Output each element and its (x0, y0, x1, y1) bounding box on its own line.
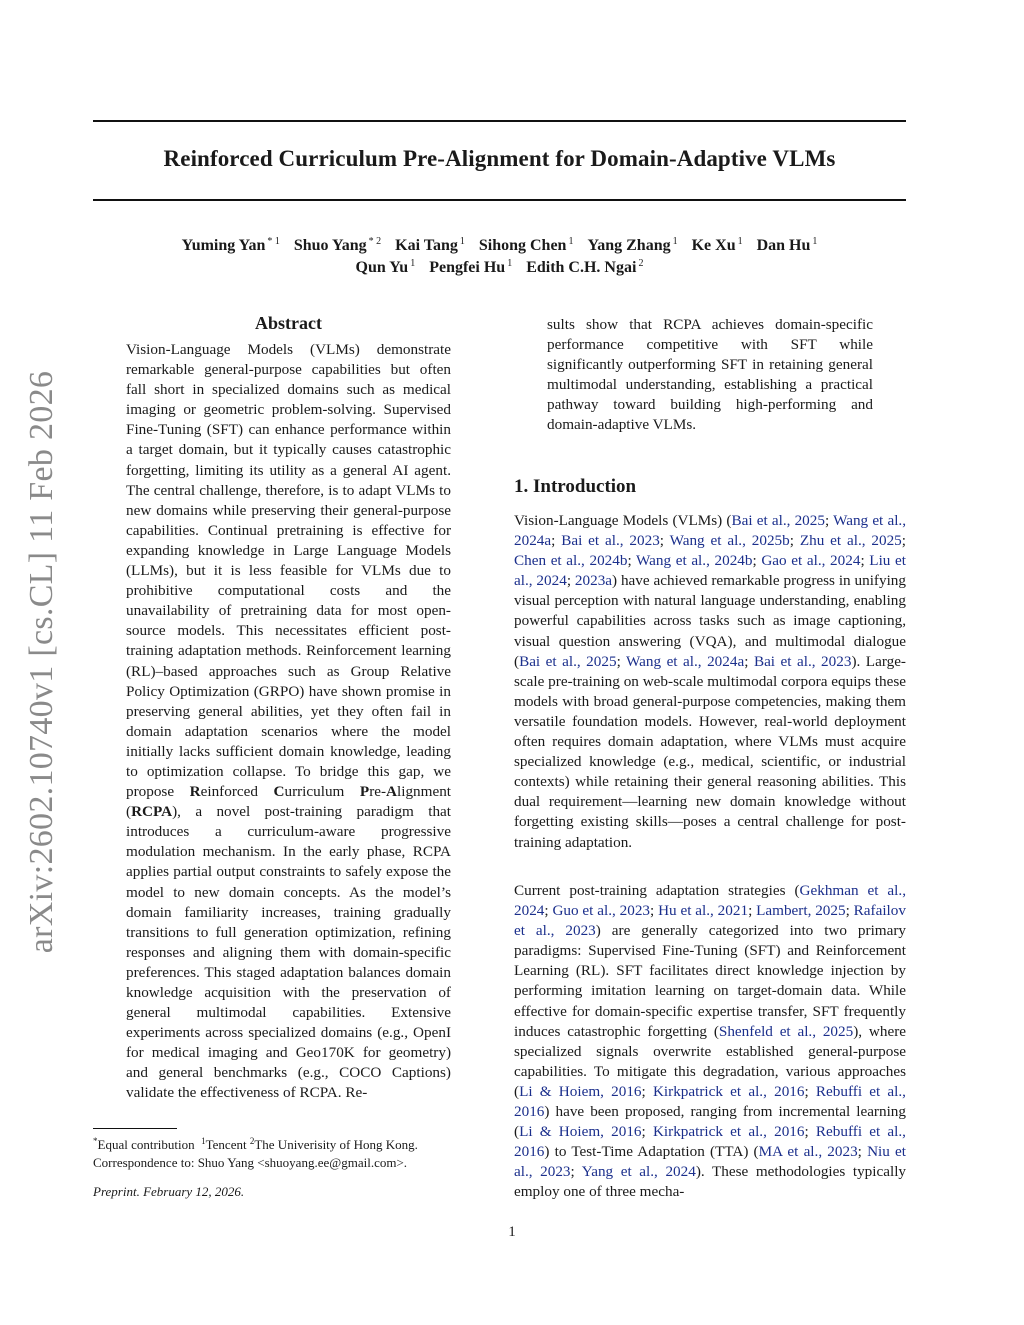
paragraph-text: ; (789, 532, 800, 550)
citation-link[interactable]: Gekhman et al., 2024 (514, 882, 906, 920)
paragraph-text: ; (659, 532, 670, 550)
citation-link[interactable]: Wang et al., 2024a (514, 512, 907, 550)
paragraph-text: ; (748, 902, 757, 920)
citation-link[interactable]: Li & Hoiem, 2016 (519, 1123, 642, 1141)
author-affiliation-mark: 1 (737, 236, 743, 247)
paragraph-text: ; (901, 532, 907, 550)
footnote-rule (93, 1128, 177, 1129)
paragraph-text: ). Large-scale pre-training on web-scale multimodal corpora equips these models with broad general-purpose competencies, making them versatile foundation models. However, real-world deployment often requires domain adaptation, where VLMs must acquire specialized knowledge (e.g., medical, scientific, or industrial contexts) while retaining their general reasoning abilities. This dual requirement—learning new domain knowledge without forgetting existing skills—poses a central challenge for post-training adaptation. (514, 652, 906, 851)
author (526, 259, 643, 276)
citation-link[interactable]: Yang et al., 2024 (581, 1163, 696, 1181)
author (294, 237, 381, 254)
author-list-line1 (93, 236, 906, 255)
author-name: Qun Yu (355, 259, 409, 276)
paragraph-text: ; (627, 552, 637, 570)
abstract-heading: Abstract (255, 313, 322, 333)
author-affiliation-mark: 1 (459, 236, 465, 247)
citation-link[interactable]: Bai et al., 2025 (519, 652, 617, 670)
citation-link[interactable]: Wang et al., 2024b (636, 552, 753, 570)
citation-link[interactable]: Kirkpatrick et al., 2016 (652, 1082, 805, 1100)
citation-link[interactable]: Liu et al., 2024 (514, 552, 906, 590)
paragraph-text: ) have been proposed, ranging from incremental learning ( (514, 1103, 906, 1141)
citation-link[interactable]: Rebuffi et al., 2016 (514, 1123, 906, 1161)
citation-link[interactable]: Niu et al., 2023 (514, 1143, 906, 1181)
author (182, 237, 280, 254)
affiliation-2: The Univerisity of Hong Kong. (254, 1137, 418, 1152)
paragraph-text: ) to Test-Time Adaptation (TTA) ( (544, 1143, 759, 1161)
paragraph-text: ; (752, 552, 762, 570)
citation-link[interactable]: MA et al., 2023 (758, 1143, 858, 1161)
method-name (190, 783, 451, 800)
paragraph-text: Current post-training adaptation strategies ( (514, 882, 800, 899)
citation-link[interactable]: Wang et al., 2025b (669, 532, 790, 550)
paragraph-text: ), where specialized signals overwrite established general-purpose capabilities. To mitigate this degradation, various approaches ( (514, 1022, 906, 1100)
author-name: Edith C.H. Ngai (526, 259, 637, 276)
citation-link[interactable]: Lambert, 2025 (756, 902, 846, 920)
author-name: Kai Tang (395, 237, 458, 254)
arxiv-stamp (14, 372, 70, 952)
paragraph-text: ; (824, 512, 834, 529)
author-affiliation-mark: 1 (568, 236, 574, 247)
author (429, 259, 512, 276)
author-name: Shuo Yang (293, 237, 367, 254)
abstract-continuation: sults show that RCPA achieves domain-specific performance competitive with SFT while significantly outperforming SFT in retaining general multimodal understanding, establishing a practical pathway toward building high-performing and domain-adaptive VLMs. (547, 316, 873, 434)
paragraph-text: ; (804, 1123, 816, 1141)
author-name: Yuming Yan (181, 237, 266, 254)
citation-link[interactable]: Kirkpatrick et al., 2016 (652, 1123, 805, 1141)
abstract-text: Vision-Language Models (VLMs) demonstrate remarkable general-purpose capabilities but often fall short in specialized domains such as medical imaging or geometric problem-solving. Supervised Fine-Tuning (SFT) can enhance performance within a target domain, but it typically causes catastrophic forgetting, limiting its utility as a general AI agent. The central challenge, therefore, is to adapt VLMs to new domains while preserving their general-purpose capabilities. Continual pretraining is effective for expanding knowledge in Large Language Models (LLMs), but it is less feasible for VLMs due to prohibitive computational costs and the unavailability of pretraining data for most open-source models. This necessitates efficient post-training adaptation methods. Reinforcement learning (RL)–based approaches such as Group Relative Policy Optimization (GRPO) have shown promise in preserving general abilities, yet they often fail in domain adaptation scenarios where the model initially lacks sufficient domain knowledge, leading to optimization collapse. To bridge this gap, we propose (126, 341, 451, 801)
acronym-open-paren: ( (126, 803, 132, 821)
author (692, 237, 743, 254)
author (395, 237, 465, 254)
correspondence: Correspondence to: Shuo Yang <shuoyang.ee@gmail.com>. (93, 1155, 408, 1170)
citation-link[interactable]: Li & Hoiem, 2016 (519, 1082, 642, 1100)
citation-link[interactable]: Hu et al., 2021 (658, 902, 749, 920)
page-number: 1 (508, 1224, 516, 1240)
paragraph-text: ; (804, 1082, 816, 1100)
paragraph-text: ; (551, 532, 562, 550)
citation-link[interactable]: Shenfeld et al., 2025 (718, 1022, 854, 1040)
preprint-note: Preprint. February 12, 2026. (93, 1184, 245, 1199)
paragraph-text: ; (845, 902, 854, 920)
author-affiliation-mark: * 1 (267, 236, 280, 247)
author-affiliation-mark: 2 (638, 258, 644, 269)
title-top-rule (93, 120, 906, 122)
affiliation-1: Tencent (205, 1137, 247, 1152)
introduction-paragraph-1 (514, 511, 906, 853)
author-name: Dan Hu (756, 237, 811, 254)
paragraph-text: ; (566, 572, 575, 590)
citation-link[interactable]: Gao et al., 2024 (761, 552, 861, 570)
method-name-rest: einforced (200, 783, 274, 801)
method-name-initial: A (386, 783, 398, 801)
paragraph-text: ) are generally categorized into two primary paradigms: Supervised Fine-Tuning (SFT) and Reinforcement Learning (RL). SFT facilitates direct knowledge injection by performing imitation learning on target-domain data. While effective for domain-specific expertise transfer, SFT frequently induces catastrophic forgetting ( (514, 922, 906, 1040)
abstract-text-after: ), a novel post-training paradigm that introduces a curriculum-aware progressive modulation mechanism. In the early phase, RCPA applies partial output constraints to safely expose the model to new domain concepts. As the model’s domain familiarity increases, training gradually transitions to full generation optimization, refining responses and aligning them with domain-specific preferences. This staged adaptation balances domain knowledge acquisition with the preservation of general multimodal capabilities. Extensive experiments across specialized domains (e.g., OpenI for medical imaging and Geo170K for geometry) and general benchmarks (e.g., COCO Captions) validate the effectiveness of RCPA. Re- (126, 803, 451, 1102)
author-name: Pengfei Hu (429, 259, 506, 276)
author (587, 237, 677, 254)
paragraph-text: ) have achieved remarkable progress in unifying visual perception with natural language understanding, enabling powerful capabilities across tasks such as image captioning, visual question answering (VQA), and multimodal dialogue ( (514, 572, 906, 670)
equal-contribution-text: Equal contribution (97, 1137, 195, 1152)
method-name-rest: urriculum (284, 783, 360, 801)
paragraph-text: ; (744, 652, 754, 670)
method-name-initial: C (273, 783, 285, 801)
equal-contribution-mark: * (93, 1136, 98, 1146)
author-name: Sihong Chen (478, 237, 567, 254)
paragraph-text: Vision-Language Models (VLMs) ( (514, 512, 732, 529)
citation-link[interactable]: Chen et al., 2024b (514, 552, 628, 570)
author (479, 237, 574, 254)
author-affiliation-mark: 1 (410, 258, 416, 269)
citation-link[interactable]: Bai et al., 2025 (731, 512, 825, 529)
citation-link[interactable]: Rafailov et al., 2023 (514, 902, 906, 940)
citation-link[interactable]: Wang et al., 2024a (626, 652, 745, 670)
footnote (93, 1132, 493, 1172)
author-list-line2 (93, 258, 906, 277)
introduction-heading: 1. Introduction (514, 476, 637, 497)
citation-link[interactable]: Bai et al., 2023 (561, 532, 660, 550)
method-name-rest: lignment (397, 783, 452, 801)
author-affiliation-mark: * 2 (368, 236, 382, 247)
method-name-initial: P (359, 783, 370, 801)
abstract-body (126, 340, 451, 1104)
paragraph-text: ; (860, 552, 870, 570)
paragraph-text: ). These methodologies typically employ one of three mecha- (514, 1163, 907, 1201)
paper-title: Reinforced Curriculum Pre-Alignment for Domain-Adaptive VLMs (163, 146, 836, 171)
method-name-initial: R (189, 783, 201, 801)
author-name: Ke Xu (691, 237, 736, 254)
author-name: Yang Zhang (587, 237, 671, 254)
affiliation-1-mark: 1 (201, 1136, 206, 1146)
method-name-rest: re- (369, 783, 387, 801)
citation-link[interactable]: 2023a (574, 572, 613, 590)
paragraph-text: ; (616, 652, 627, 670)
author-affiliation-mark: 1 (812, 236, 818, 247)
author-affiliation-mark: 1 (507, 258, 513, 269)
citation-link[interactable]: Guo et al., 2023 (552, 902, 651, 920)
paragraph-text: ; (570, 1163, 582, 1181)
title-bottom-rule (93, 199, 906, 201)
citation-link[interactable]: Bai et al., 2023 (753, 652, 852, 670)
paragraph-text: ; (544, 902, 553, 920)
method-acronym: RCPA (131, 803, 173, 821)
author (356, 259, 416, 276)
arxiv-stamp-text: arXiv:2602.10740v1 [cs.CL] 11 Feb 2026 (23, 370, 60, 954)
paragraph-text: ; (650, 902, 659, 920)
paragraph-text: ; (857, 1143, 868, 1161)
citation-link[interactable]: Zhu et al., 2025 (799, 532, 902, 550)
author (757, 237, 818, 254)
author-affiliation-mark: 1 (672, 236, 678, 247)
paragraph-text: ; (641, 1123, 653, 1141)
introduction-paragraph-2 (514, 881, 906, 1203)
affiliation-2-mark: 2 (249, 1136, 255, 1146)
paragraph-text: ; (641, 1082, 653, 1100)
citation-link[interactable]: Rebuffi et al., 2016 (514, 1082, 906, 1121)
